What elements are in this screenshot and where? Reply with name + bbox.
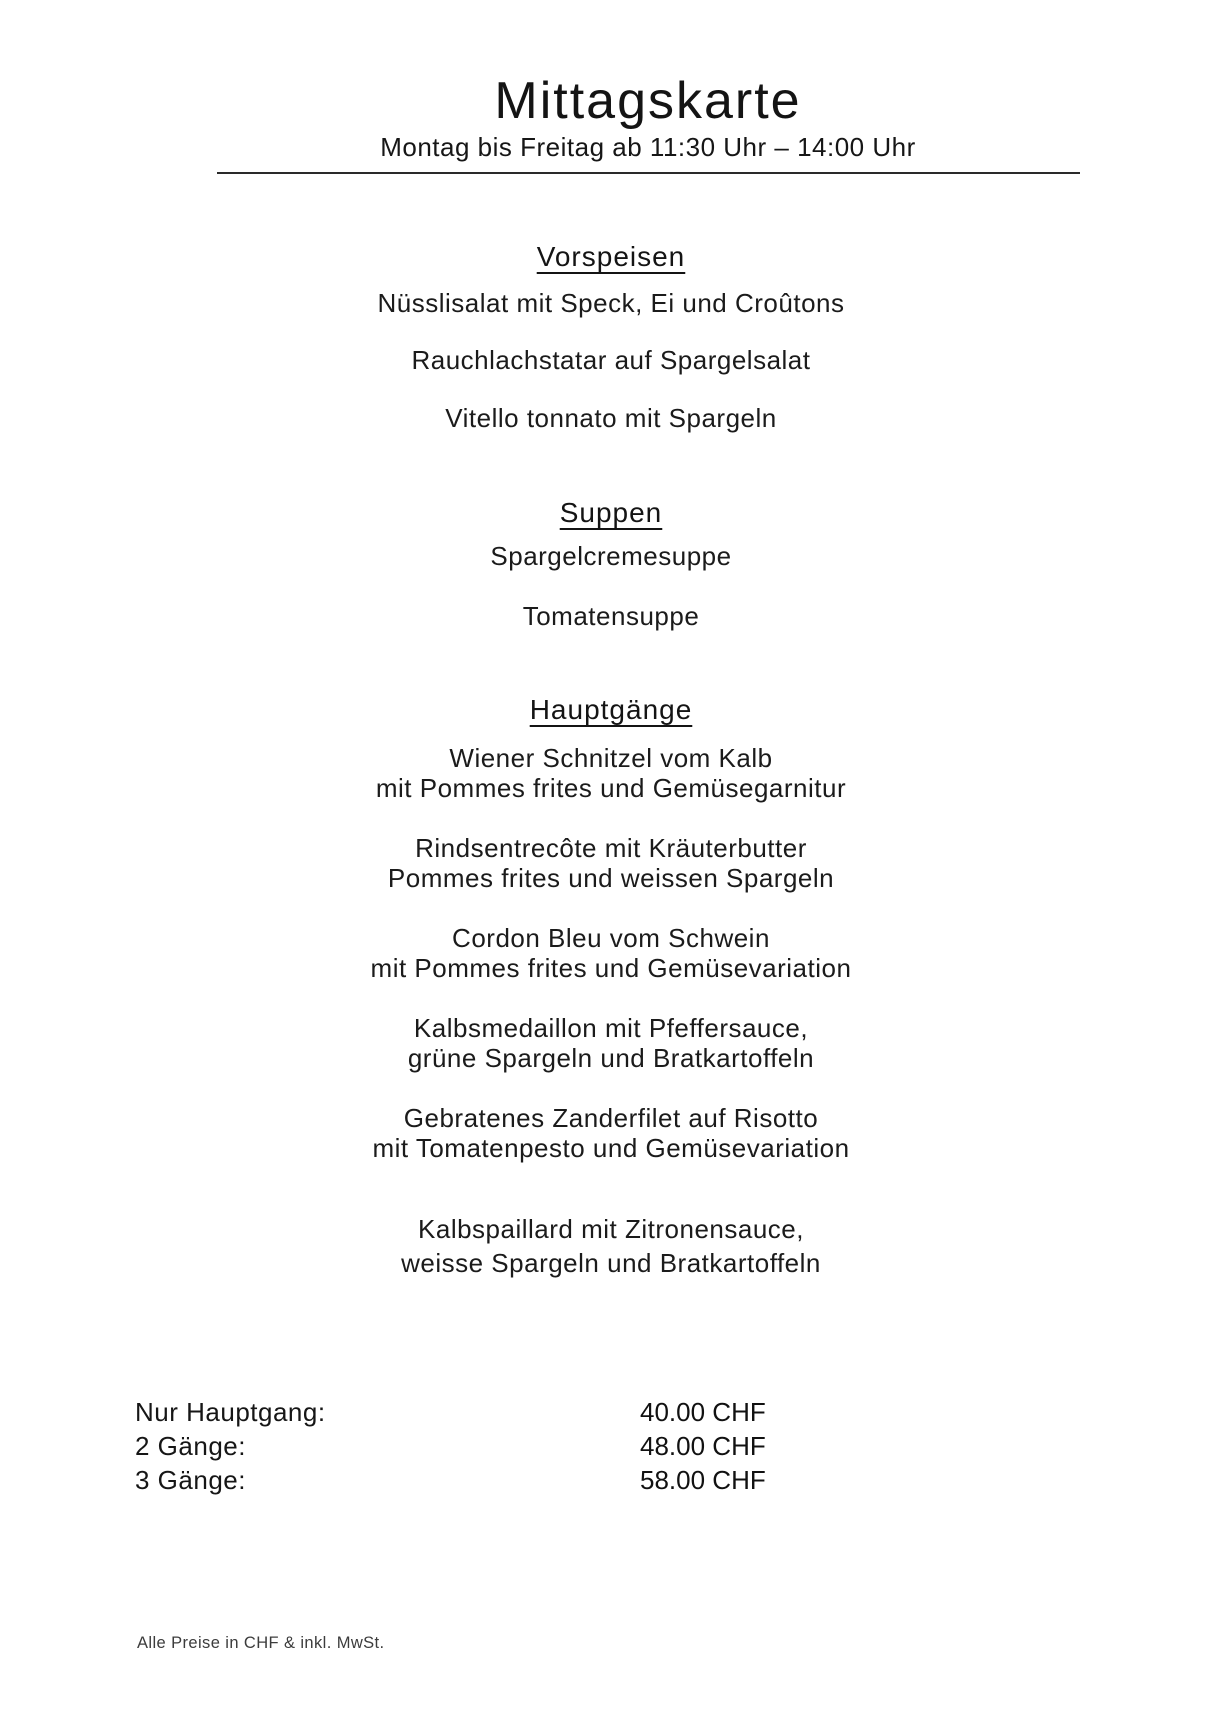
menu-item-line: Vitello tonnato mit Spargeln xyxy=(445,403,777,433)
price-row xyxy=(135,1463,895,1497)
price-row xyxy=(135,1395,895,1429)
menu-item xyxy=(0,345,1222,375)
price-value: 48.00 CHF xyxy=(640,1431,766,1461)
section-heading-hauptgaenge: Hauptgänge xyxy=(529,694,693,725)
menu-item-line: grüne Spargeln und Bratkartoffeln xyxy=(407,1043,815,1073)
pricing-block xyxy=(135,1395,895,1497)
page-title: Mittagskarte xyxy=(494,72,802,130)
menu-item xyxy=(0,923,1222,983)
price-label: 3 Gänge: xyxy=(135,1465,246,1495)
menu-item-line: Spargelcremesuppe xyxy=(490,541,732,571)
menu-item xyxy=(0,1103,1222,1163)
menu-item-line: Gebratenes Zanderfilet auf Risotto xyxy=(403,1103,819,1133)
menu-item-line: Rauchlachstatar auf Spargelsalat xyxy=(411,345,811,375)
price-value: 58.00 CHF xyxy=(640,1465,766,1495)
menu-item xyxy=(0,743,1222,803)
price-label: Nur Hauptgang: xyxy=(135,1397,326,1427)
menu-item xyxy=(0,833,1222,893)
menu-item-line: mit Pommes frites und Gemüsevariation xyxy=(370,953,852,983)
menu-item-line: Nüsslisalat mit Speck, Ei und Croûtons xyxy=(377,288,845,318)
menu-item-line: Tomatensuppe xyxy=(522,601,700,631)
menu-item xyxy=(0,288,1222,318)
vat-footnote: Alle Preise in CHF & inkl. MwSt. xyxy=(137,1634,385,1652)
price-label: 2 Gänge: xyxy=(135,1431,246,1461)
menu-item xyxy=(0,601,1222,631)
menu-item-line: Wiener Schnitzel vom Kalb xyxy=(449,743,773,773)
menu-item-line: Cordon Bleu vom Schwein xyxy=(452,923,770,953)
menu-item-line: weisse Spargeln und Bratkartoffeln xyxy=(401,1248,821,1278)
menu-item-line: Pommes frites und weissen Spargeln xyxy=(387,863,835,893)
menu-item-line: Kalbsmedaillon mit Pfeffersauce, xyxy=(413,1013,809,1043)
menu-item xyxy=(0,1212,1222,1280)
price-value: 40.00 CHF xyxy=(640,1397,766,1427)
price-row xyxy=(135,1429,895,1463)
menu-item-line: mit Tomatenpesto und Gemüsevariation xyxy=(372,1133,850,1163)
menu-item-line: mit Pommes frites und Gemüsegarnitur xyxy=(375,773,847,803)
section-heading-vorspeisen: Vorspeisen xyxy=(536,241,686,272)
opening-hours: Montag bis Freitag ab 11:30 Uhr – 14:00 Uhr xyxy=(380,132,916,162)
menu-item xyxy=(0,1013,1222,1073)
menu-item-line: Rindsentrecôte mit Kräuterbutter xyxy=(415,833,807,863)
menu-item xyxy=(0,403,1222,433)
menu-item-line: Kalbspaillard mit Zitronensauce, xyxy=(418,1214,804,1244)
menu-item xyxy=(0,541,1222,571)
header-divider-rule xyxy=(217,172,1080,174)
section-heading-suppen: Suppen xyxy=(559,497,663,528)
